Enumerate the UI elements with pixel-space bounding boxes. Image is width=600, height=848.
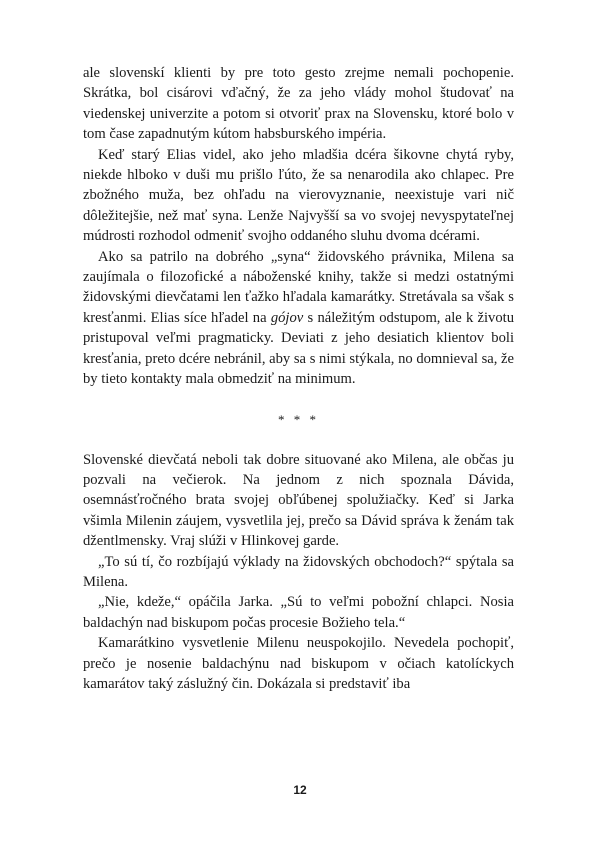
paragraph-5-text: „To sú tí, čo rozbíjajú výklady na židovských obchodoch?“ spýtala sa Milena. xyxy=(83,553,514,590)
paragraph-6 xyxy=(83,592,514,633)
paragraph-3-italic-word: gójov xyxy=(270,309,304,326)
page-number: 12 xyxy=(293,783,307,797)
paragraph-5 xyxy=(83,552,514,593)
paragraph-4-text: Slovenské dievčatá neboli tak dobre situované ako Milena, ale občas ju pozvali na večierok. Na jednom z nich spoznala Dávida, osemnásťročného brata svojej obľúbenej spolužiačky. Keď si Jarka všimla Milenin záujem, vysvetlila jej, prečo sa Dávid správa k ženám tak džentlmensky. Vraj slúži v Hlinkovej garde. xyxy=(83,451,514,550)
paragraph-6-text: „Nie, kdeže,“ opáčila Jarka. „Sú to veľmi pobožní chlapci. Nosia baldachýn nad biskupom počas procesie Božieho tela.“ xyxy=(83,594,514,631)
paragraph-7 xyxy=(83,633,514,694)
paragraph-3 xyxy=(83,247,514,390)
paragraph-1-text: ale slovenskí klienti by pre toto gesto zrejme nemali pochopenie. Skrátka, bol cisárovi vďačný, že za jeho vlády mohol študovať na viedenskej univerzite a potom si otvoriť prax na Slovensku, ktoré bolo v tom čase zapadnutým kútom habsburského impéria. xyxy=(83,65,514,143)
paragraph-2-text: Keď starý Elias videl, ako jeho mladšia dcéra šikovne chytá ryby, niekde hlboko v duši mu prišlo ľúto, že sa nenarodila ako chlapec. Pre zbožného muža, bez ohľadu na vierovyznanie, neexistuje vari nič dôležitejšie, než mať syna. Lenže Najvyšší sa vo svojej nevyspytateľnej múdrosti rozhodol odmeniť svojho oddaného sluhu dvoma dcérami. xyxy=(83,146,514,245)
section-separator: * * * xyxy=(278,411,319,427)
paragraph-3-text-a: Ako sa patrilo na dobrého „syna“ židovského právnika, Milena sa zaujímala o filozofické a náboženské knihy, takže si medzi ostatnými židovskými dievčatami len ťažko hľadala kamarátky. Stretávala sa však s kresťanmi. Elias síce hľadel na xyxy=(83,248,514,326)
paragraph-3-text-b: s náležitým odstupom, ale k životu pristupoval veľmi pragmaticky. Deviati z jeho desiatich klientov boli kresťania, preto dcére nebránil, aby sa s nimi stýkala, no domnieval sa, že by tieto kontakty mala obmedziť na minimum. xyxy=(83,309,515,388)
paragraph-2 xyxy=(83,145,514,247)
paragraph-7-text: Kamarátkino vysvetlenie Milenu neuspokojilo. Nevedela pochopiť, prečo je nosenie baldachýnu nad biskupom v očiach katolíckych kamarátov taký záslužný čin. Dokázala si predstaviť iba xyxy=(83,635,514,692)
paragraph-4 xyxy=(83,450,514,552)
book-page-body xyxy=(83,63,514,694)
paragraph-1 xyxy=(83,63,514,145)
